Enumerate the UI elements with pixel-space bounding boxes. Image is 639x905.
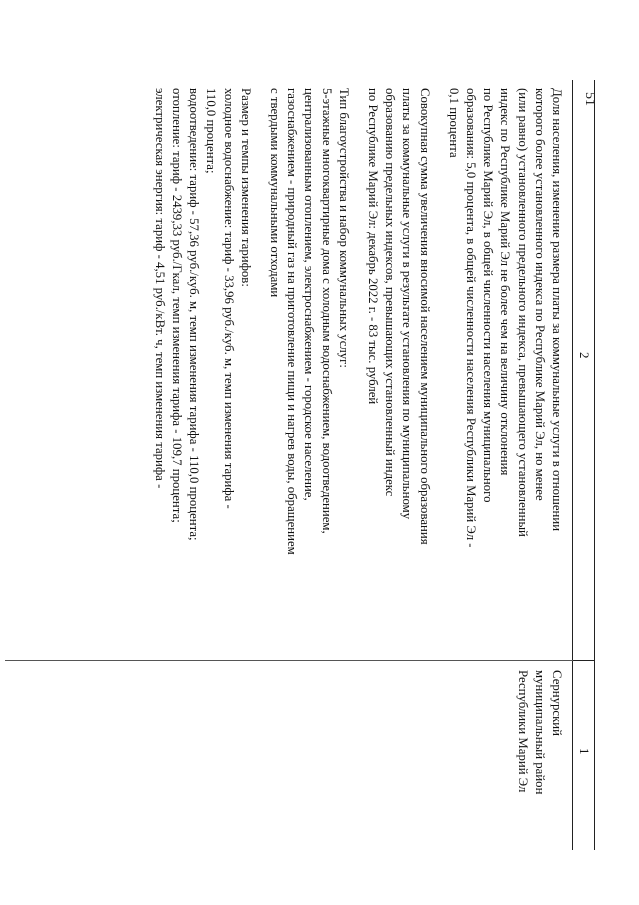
text-line: Доля населения, изменение размера платы за коммунальные услуги в отношении (550, 88, 564, 532)
paragraph-share-population (445, 88, 565, 648)
text-line: водоотведение: тариф - 57,36 руб./куб. м, темп изменения тарифа - 110,0 процента; (187, 88, 202, 541)
text-line: с твердыми коммунальными отходами (267, 88, 282, 298)
page-number: 51 (582, 92, 597, 106)
text-line: Тип благоустройства и набор коммунальных услуг: (336, 88, 351, 368)
table-top-border (594, 80, 595, 850)
column-2-content (139, 88, 565, 648)
rotated-table (5, 80, 595, 850)
paragraph-total-increase (364, 88, 433, 648)
text-line: образования: 5,0 процента, в общей численности населения Республики Марий Эл - (463, 88, 478, 548)
paragraph-housing-type (266, 88, 352, 648)
text-line: по Республике Марий Эл, в общей численности населения муниципального (481, 88, 496, 503)
text-line: отопление: тариф - 2439,33 руб./Гкал, темп изменения тарифа - 109,7 процента; (169, 88, 184, 523)
paragraph-tariffs (151, 88, 254, 648)
text-line: по Республике Марий Эл: декабрь 2022 г. - 83 тыс. рублей (365, 88, 380, 405)
column-divider (5, 660, 573, 661)
text-line: индекс по Республике Марий Эл не более чем на величину отклонения (498, 88, 513, 476)
text-line: централизованным отоплением, электроснабжением - городское население, (302, 88, 317, 501)
column-divider-header (573, 660, 595, 661)
column-1-header: 1 (577, 748, 592, 755)
header-divider (572, 80, 573, 850)
column-1-region (513, 670, 565, 845)
text-line: холодное водоснабжение: тариф - 33,96 руб./куб. м, темп изменения тарифа - (221, 88, 236, 509)
text-line: 0,1 процента (446, 88, 461, 158)
text-line: Размер и темпы изменения тарифов: (238, 88, 253, 287)
text-line: 5-этажные многоквартирные дома с холодным водоснабжением, водоотведением, (319, 88, 334, 534)
text-line: газоснабжением - природный газ на приготовление пищи и нагрев воды, обращением (285, 88, 300, 555)
region-line: Республики Марий Эл (515, 670, 530, 793)
region-line: Сернурский (550, 670, 564, 737)
text-line: образованию предельных индексов, превышающих установленный индекс (383, 88, 398, 497)
text-line: которого более установленного индекса по Республике Марий Эл, но менее (532, 88, 547, 501)
column-2-header: 2 (577, 352, 592, 359)
text-line: 110,0 процента; (204, 88, 219, 174)
region-line: муниципальный район (532, 670, 547, 795)
text-line: электрическая энергия: тариф - 4,51 руб./кВт. ч, темп изменения тарифа - (152, 88, 167, 489)
text-line: Совокупная сумма увеличения вносимой населением муниципального образования (417, 88, 432, 545)
text-line: (или равно) установленного предельного индекса, превышающего установленный (515, 88, 530, 537)
text-line: платы за коммунальные услуги в результате установления по муниципальному (400, 88, 415, 520)
